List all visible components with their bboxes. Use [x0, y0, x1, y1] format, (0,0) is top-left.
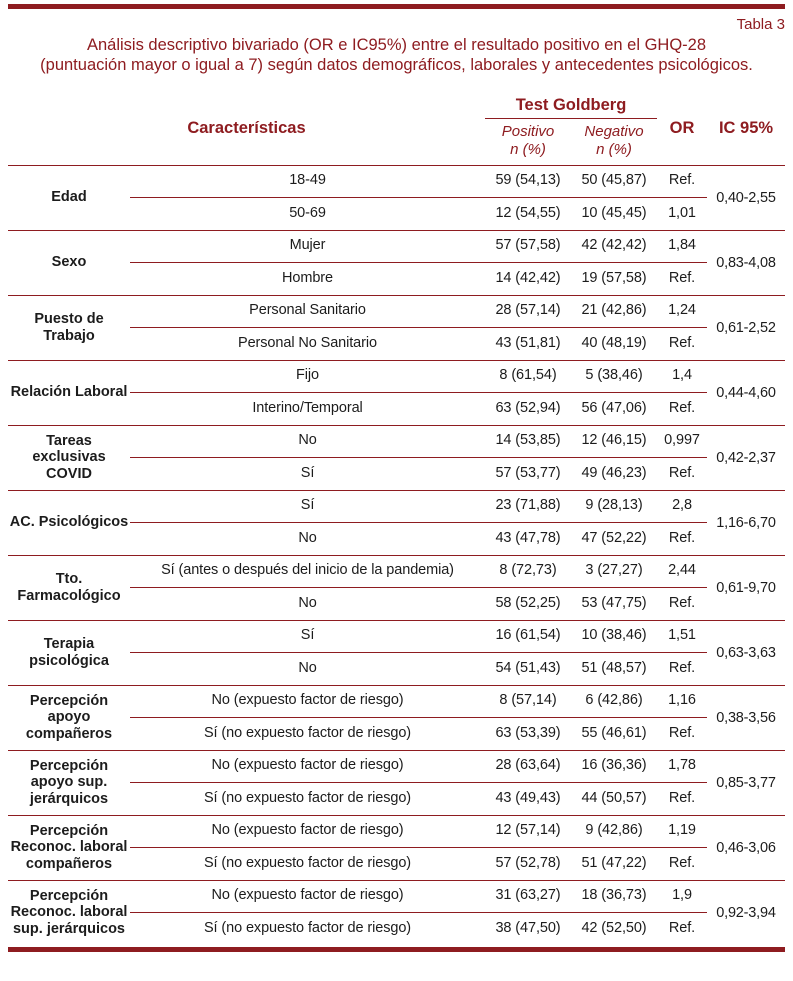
group-percepcion-reconoc-laboral-sup-jerarquicos: [8, 880, 785, 945]
header-negativo-n-pct: n (%): [596, 140, 632, 158]
cell-positivo: 57 (53,77): [495, 464, 561, 481]
cell-category: Interino/Temporal: [252, 399, 363, 416]
cell-positivo: 57 (57,58): [485, 231, 571, 263]
cell-negativo: 9 (42,86): [571, 816, 657, 848]
cell-category: No: [298, 659, 317, 676]
cell-or: Ref.: [657, 166, 707, 198]
cell-or: 1,51: [657, 621, 707, 653]
cell-or: 1,9: [657, 881, 707, 913]
cell-negativo: 6 (42,86): [571, 686, 657, 718]
cell-negativo: 49 (46,23): [581, 464, 647, 481]
cell-positivo: 8 (57,14): [485, 686, 571, 718]
cell-negativo: 51 (47,22): [581, 854, 647, 871]
header-positivo: [485, 119, 571, 165]
cell-or: Ref.: [668, 399, 696, 416]
cell-or: 1,4: [657, 361, 707, 393]
cell-negativo: 5 (38,46): [571, 361, 657, 393]
cell-negativo: 42 (52,50): [581, 919, 647, 936]
cell-category: Sí (no expuesto factor de riesgo): [203, 724, 412, 741]
cell-negativo: 10 (45,45): [581, 204, 647, 221]
cell-ic95: 0,63-3,63: [716, 644, 776, 661]
cell-positivo: 43 (51,81): [495, 334, 561, 351]
cell-positivo: 31 (63,27): [485, 881, 571, 913]
group-label: Tareas exclusivas COVID: [32, 432, 106, 483]
group-label: Puesto de Trabajo: [34, 311, 104, 344]
cell-negativo: 47 (52,22): [581, 529, 647, 546]
cell-negativo: 42 (42,42): [571, 231, 657, 263]
cell-or: 0,997: [657, 426, 707, 458]
cell-negativo: 10 (38,46): [571, 621, 657, 653]
cell-category: Fijo: [130, 361, 485, 393]
group-ac-psicologicos: [8, 490, 785, 555]
table-title-line2: (puntuación mayor o igual a 7) según datos demográficos, laborales y antecedentes psicológicos.: [40, 56, 753, 75]
cell-negativo: 21 (42,86): [571, 296, 657, 328]
cell-negativo: 55 (46,61): [581, 724, 647, 741]
cell-negativo: 53 (47,75): [581, 594, 647, 611]
header-caracteristicas: Características: [187, 118, 306, 137]
cell-ic95: 0,40-2,55: [716, 189, 776, 206]
group-label: Terapia psicológica: [29, 636, 109, 669]
cell-negativo: 56 (47,06): [581, 399, 647, 416]
cell-category: No: [298, 594, 317, 611]
cell-category: Sí: [300, 464, 315, 481]
cell-negativo: 50 (45,87): [571, 166, 657, 198]
cell-ic95: 0,61-2,52: [716, 319, 776, 336]
header-or: OR: [669, 118, 695, 137]
group-label: Percepción Reconoc. laboral sup. jerárquicos: [10, 887, 128, 938]
cell-ic95: 0,83-4,08: [716, 254, 776, 271]
cell-ic95: 0,44-4,60: [716, 384, 776, 401]
cell-category: No (expuesto factor de riesgo): [130, 686, 485, 718]
cell-or: 1,19: [657, 816, 707, 848]
group-puesto-de-trabajo: [8, 295, 785, 360]
cell-ic95: 1,16-6,70: [716, 514, 776, 531]
cell-or: Ref.: [668, 659, 696, 676]
group-percepcion-reconoc-laboral-companeros: [8, 815, 785, 880]
cell-positivo: 8 (72,73): [485, 556, 571, 588]
bottom-rule: [8, 947, 785, 952]
cell-or: Ref.: [668, 464, 696, 481]
cell-or: Ref.: [668, 919, 696, 936]
cell-ic95: 0,46-3,06: [716, 839, 776, 856]
cell-category: No (expuesto factor de riesgo): [130, 816, 485, 848]
cell-or: 1,84: [657, 231, 707, 263]
cell-ic95: 0,42-2,37: [716, 449, 776, 466]
group-label: Sexo: [51, 254, 87, 271]
cell-positivo: 8 (61,54): [485, 361, 571, 393]
table-label: Tabla 3: [736, 16, 785, 33]
cell-positivo: 43 (49,43): [495, 789, 561, 806]
group-edad: [8, 166, 785, 230]
cell-or: Ref.: [668, 724, 696, 741]
cell-positivo: 12 (54,55): [495, 204, 561, 221]
cell-category: No (expuesto factor de riesgo): [130, 881, 485, 913]
cell-category: No: [130, 426, 485, 458]
cell-positivo: 14 (53,85): [485, 426, 571, 458]
cell-ic95: 0,92-3,94: [716, 904, 776, 921]
header-positivo-n-pct: n (%): [510, 140, 546, 158]
cell-category: Hombre: [282, 269, 333, 286]
cell-negativo: 12 (46,15): [571, 426, 657, 458]
group-label: Percepción Reconoc. laboral compañeros: [10, 822, 128, 873]
cell-positivo: 63 (52,94): [495, 399, 561, 416]
cell-negativo: 16 (36,36): [571, 751, 657, 783]
cell-positivo: 38 (47,50): [495, 919, 561, 936]
group-label: Percepción apoyo compañeros: [25, 692, 113, 743]
group-label: Percepción apoyo sup. jerárquicos: [29, 757, 109, 808]
cell-positivo: 28 (63,64): [485, 751, 571, 783]
cell-positivo: 14 (42,42): [495, 269, 561, 286]
header-negativo-label: Negativo: [584, 123, 644, 141]
group-terapia-psicologica: [8, 620, 785, 685]
table-title-line1: Análisis descriptivo bivariado (OR e IC95%) entre el resultado positivo en el GHQ-28: [86, 36, 707, 54]
cell-positivo: 12 (57,14): [485, 816, 571, 848]
cell-category: Sí (no expuesto factor de riesgo): [203, 789, 412, 806]
header-test-goldberg: Test Goldberg: [485, 91, 657, 119]
cell-positivo: 57 (52,78): [495, 854, 561, 871]
header-positivo-label: Positivo: [501, 123, 555, 141]
group-label: Edad: [51, 189, 87, 206]
group-label: Tto. Farmacológico: [17, 571, 121, 604]
top-rule: [8, 4, 785, 9]
cell-positivo: 43 (47,78): [495, 529, 561, 546]
cell-or: Ref.: [668, 529, 696, 546]
cell-or: Ref.: [668, 269, 696, 286]
cell-category: Sí: [130, 491, 485, 523]
group-percepcion-apoyo-sup-jerarquicos: [8, 750, 785, 815]
cell-or: 1,78: [657, 751, 707, 783]
cell-category: Personal Sanitario: [130, 296, 485, 328]
group-tareas-exclusivas-covid: [8, 425, 785, 490]
table-title: [8, 35, 785, 75]
cell-category: No (expuesto factor de riesgo): [130, 751, 485, 783]
cell-category: Sí (no expuesto factor de riesgo): [203, 854, 412, 871]
cell-negativo: 51 (48,57): [581, 659, 647, 676]
group-tto-farmacologico: [8, 555, 785, 620]
cell-positivo: 58 (52,25): [495, 594, 561, 611]
cell-or: 1,01: [668, 204, 696, 221]
cell-category: No: [298, 529, 317, 546]
group-sexo: [8, 230, 785, 295]
cell-category: Sí (no expuesto factor de riesgo): [203, 919, 412, 936]
cell-negativo: 44 (50,57): [581, 789, 647, 806]
cell-category: Sí: [130, 621, 485, 653]
cell-category: Sí (antes o después del inicio de la pandemia): [130, 556, 485, 588]
cell-negativo: 18 (36,73): [571, 881, 657, 913]
cell-category: Personal No Sanitario: [238, 334, 377, 351]
group-label: AC. Psicológicos: [9, 514, 129, 531]
cell-category: Mujer: [130, 231, 485, 263]
cell-category: 50-69: [289, 204, 326, 221]
table-header: [8, 91, 785, 166]
cell-positivo: 63 (53,39): [495, 724, 561, 741]
cell-negativo: 9 (28,13): [571, 491, 657, 523]
cell-ic95: 0,85-3,77: [716, 774, 776, 791]
cell-ic95: 0,61-9,70: [716, 579, 776, 596]
cell-positivo: 16 (61,54): [485, 621, 571, 653]
header-negativo: [571, 119, 657, 165]
cell-or: 1,24: [657, 296, 707, 328]
cell-or: Ref.: [668, 334, 696, 351]
header-ic95: IC 95%: [718, 118, 774, 137]
group-relacion-laboral: [8, 360, 785, 425]
cell-or: Ref.: [668, 594, 696, 611]
group-label: Relación Laboral: [10, 384, 128, 401]
cell-or: 2,8: [657, 491, 707, 523]
cell-positivo: 54 (51,43): [495, 659, 561, 676]
cell-or: Ref.: [668, 789, 696, 806]
group-percepcion-apoyo-companeros: [8, 685, 785, 750]
cell-or: 1,16: [657, 686, 707, 718]
cell-negativo: 19 (57,58): [581, 269, 647, 286]
cell-ic95: 0,38-3,56: [716, 709, 776, 726]
cell-category: 18-49: [130, 166, 485, 198]
cell-or: Ref.: [668, 854, 696, 871]
cell-positivo: 23 (71,88): [485, 491, 571, 523]
cell-negativo: 3 (27,27): [571, 556, 657, 588]
cell-positivo: 28 (57,14): [485, 296, 571, 328]
cell-positivo: 59 (54,13): [485, 166, 571, 198]
table-body: [8, 166, 785, 945]
cell-or: 2,44: [657, 556, 707, 588]
cell-negativo: 40 (48,19): [581, 334, 647, 351]
